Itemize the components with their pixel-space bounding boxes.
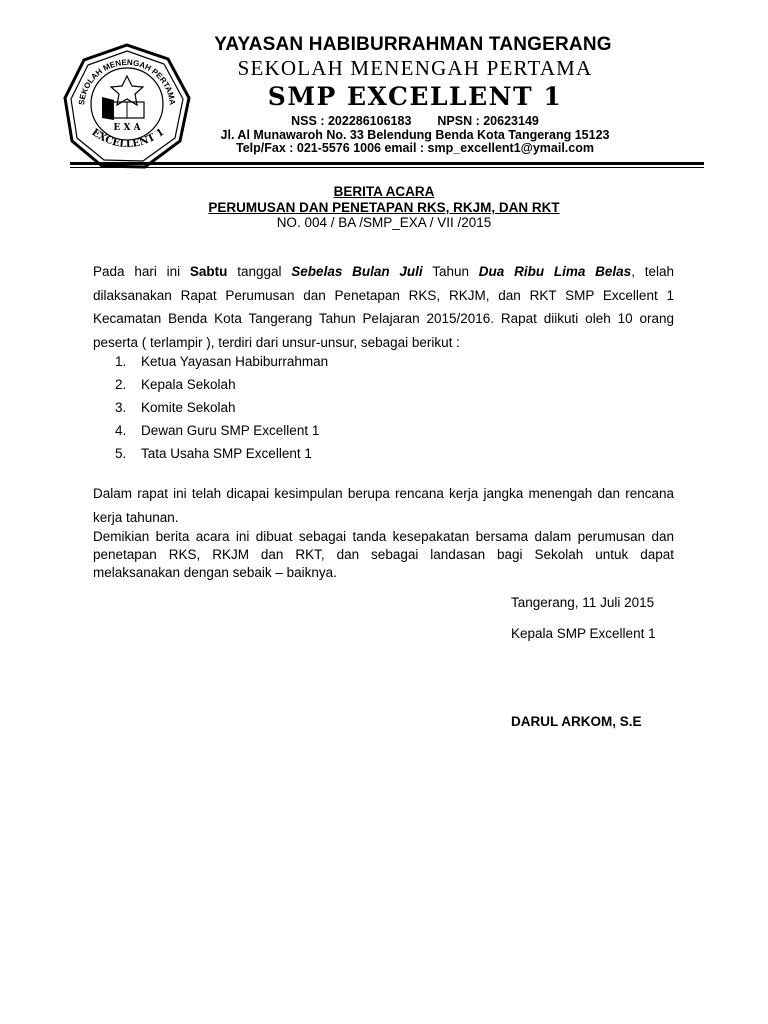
meeting-date: Sebelas Bulan Juli bbox=[291, 264, 423, 279]
logo-ring-text: SEKOLAH MENENGAH PERTAMA bbox=[77, 57, 177, 106]
signature-role: Kepala SMP Excellent 1 bbox=[511, 626, 656, 641]
signature-place-date: Tangerang, 11 Juli 2015 bbox=[511, 595, 655, 610]
list-item: 1. Ketua Yayasan Habiburrahman bbox=[115, 354, 329, 369]
logo-center-text: E X A bbox=[113, 123, 141, 133]
letterhead-divider-thin bbox=[70, 167, 704, 168]
participants-list bbox=[115, 352, 635, 467]
conclusion-paragraph: Dalam rapat ini telah dicapai kesimpulan berupa rencana kerja jangka menengah dan rencana kerja tahunan. bbox=[93, 486, 674, 525]
school-logo bbox=[62, 42, 192, 170]
list-item: 2. Kepala Sekolah bbox=[115, 377, 236, 392]
school-ids bbox=[210, 114, 620, 128]
meeting-day: Sabtu bbox=[189, 264, 228, 279]
closing-paragraph: Demikian berita acara ini dibuat sebagai tanda kesepakatan bersama dalam perumusan dan penetapan RKS, RKJM dan RKT, dan sebagai landasan bagi Sekolah untuk dapat melaksanakan dengan sebaik – baiknya. bbox=[93, 529, 674, 580]
school-name: SMP EXCELLENT 1 bbox=[267, 82, 563, 111]
list-item: 4. Dewan Guru SMP Excellent 1 bbox=[115, 423, 320, 438]
document-title: BERITA ACARA bbox=[333, 184, 435, 199]
school-contact: Telp/Fax : 021-5576 1006 email : smp_excellent1@ymail.com bbox=[236, 141, 594, 155]
foundation-name: YAYASAN HABIBURRAHMAN TANGERANG bbox=[214, 34, 612, 55]
logo-bottom-text: EXCELLENT 1 bbox=[89, 126, 167, 151]
npsn-number: NPSN : 20623149 bbox=[437, 114, 539, 128]
signatory-name: DARUL ARKOM, S.E bbox=[511, 714, 642, 729]
school-type: SEKOLAH MENENGAH PERTAMA bbox=[237, 56, 593, 80]
opening-paragraph: Pada hari ini Sabtu tanggal Sebelas Bulan Juli Tahun Dua Ribu Lima Belas, telah dilaksanakan Rapat Perumusan dan Penetapan RKS, RKJM, dan RKT SMP Excellent 1 Kecamatan Benda Kota Tangerang Tahun Pelajaran 2015/2016. Rapat diikuti oleh 10 orang peserta ( terlampir ), terdiri dari unsur-unsur, sebagai berikut : bbox=[93, 264, 674, 350]
letterhead-divider-thick bbox=[70, 162, 704, 165]
list-item: 3. Komite Sekolah bbox=[115, 400, 236, 415]
nss-number: NSS : 202286106183 bbox=[291, 114, 412, 128]
meeting-year: Dua Ribu Lima Belas bbox=[478, 264, 632, 279]
document-number: NO. 004 / BA /SMP_EXA / VII /2015 bbox=[276, 215, 492, 230]
document-subtitle: PERUMUSAN DAN PENETAPAN RKS, RKJM, DAN RKT bbox=[208, 200, 560, 215]
school-address: Jl. Al Munawaroh No. 33 Belendung Benda Kota Tangerang 15123 bbox=[220, 128, 610, 142]
list-item: 5. Tata Usaha SMP Excellent 1 bbox=[115, 446, 312, 461]
